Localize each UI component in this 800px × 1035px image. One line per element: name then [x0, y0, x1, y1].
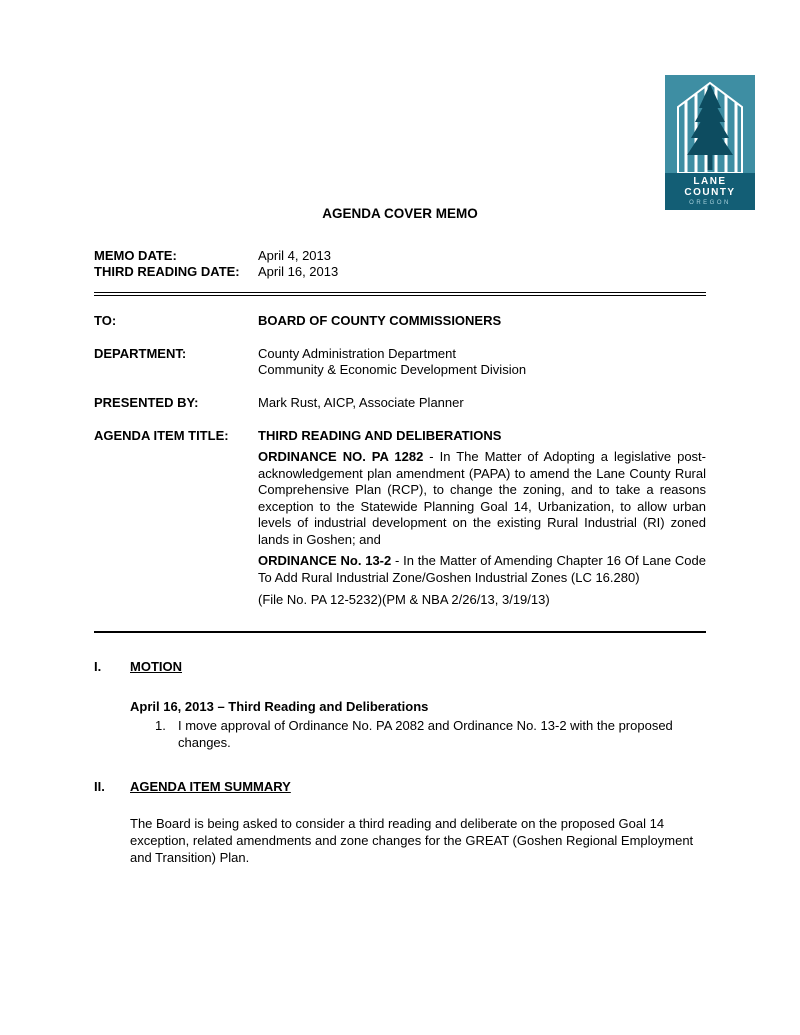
presented-by-row: [94, 395, 706, 411]
motion-section-number: I.: [94, 658, 102, 674]
agenda-item-title-label: AGENDA ITEM TITLE:: [94, 428, 229, 443]
agenda-item-title-row: [94, 428, 706, 444]
summary-heading-row: [94, 779, 706, 795]
to-label: TO:: [94, 313, 117, 328]
third-reading-date-label: THIRD READING DATE:: [94, 264, 240, 279]
file-number-note: (File No. PA 12-5232)(PM & NBA 2/26/13, 3/19/13): [258, 592, 550, 607]
presented-by-label: PRESENTED BY:: [94, 395, 199, 410]
department-value: [258, 346, 706, 378]
logo-text-oregon: OREGON: [689, 200, 731, 206]
third-reading-date-value: April 16, 2013: [258, 264, 339, 279]
to-value: BOARD OF COUNTY COMMISSIONERS: [258, 313, 502, 328]
memo-date-block: [94, 248, 706, 280]
page-title: AGENDA COVER MEMO: [322, 206, 478, 221]
ordinance-1-lead: ORDINANCE NO. PA 1282: [258, 449, 424, 464]
logo-text-lane: LANE: [693, 176, 727, 187]
header-divider: [94, 292, 706, 296]
summary-paragraph: The Board is being asked to consider a third reading and deliberate on the proposed Goal 14 exception, related amendments and zone changes for the GREAT (Goshen Regional Employment and Transition) Plan.: [130, 815, 694, 865]
motion-list-text: I move approval of Ordinance No. PA 2082 and Ordinance No. 13-2 with the proposed changes.: [178, 717, 673, 750]
memo-date-row: [94, 248, 706, 264]
ordinance-2-lead: ORDINANCE No. 13-2: [258, 553, 392, 568]
agenda-item-title-value: THIRD READING AND DELIBERATIONS: [258, 428, 502, 443]
motion-heading-row: [94, 659, 706, 675]
ordinance-2-text: - In the Matter of Amending Chapter 16 Of Lane Code To Add Rural Industrial Zone/Goshen Industrial Zones (LC 16.280): [258, 553, 706, 585]
third-reading-date-row: [94, 264, 706, 280]
to-row: [94, 313, 706, 329]
department-row: [94, 346, 706, 378]
summary-section-number: II.: [94, 778, 105, 794]
department-label: DEPARTMENT:: [94, 346, 187, 361]
memo-date-value: April 4, 2013: [258, 248, 331, 263]
section-summary: [94, 779, 706, 866]
summary-section-heading: AGENDA ITEM SUMMARY: [130, 778, 291, 794]
logo-text-county: COUNTY: [684, 187, 736, 198]
motion-list-item: [155, 717, 706, 751]
memo-content: [94, 0, 706, 866]
ordinance-1-text: - In The Matter of Adopting a legislative post-acknowledgement plan amendment (PAPA) to amend the Lane County Rural Comprehensive Plan (RCP), to change the zoning, and to take a reasons exception to the Statewide Planning Goal 14, Urbanization, to allow urban levels of industrial development on the existing Rural Industrial (RI) zoned lands in Goshen; and: [258, 449, 706, 547]
summary-section-body: [130, 815, 706, 866]
section-motion: [94, 659, 706, 751]
motion-section-heading: MOTION: [130, 658, 182, 674]
section-divider: [94, 631, 706, 633]
department-line-1: County Administration Department: [258, 346, 456, 361]
motion-section-body: [130, 699, 706, 751]
ordinance-1-paragraph: [258, 449, 706, 548]
ordinance-block: [258, 449, 706, 609]
motion-list-number: 1.: [155, 717, 166, 733]
presented-by-value: Mark Rust, AICP, Associate Planner: [258, 395, 464, 410]
ordinance-2-paragraph: [258, 553, 706, 586]
memo-date-label: MEMO DATE:: [94, 248, 177, 263]
department-line-2: Community & Economic Development Division: [258, 362, 527, 377]
motion-subheading: April 16, 2013 – Third Reading and Deliberations: [130, 698, 429, 714]
